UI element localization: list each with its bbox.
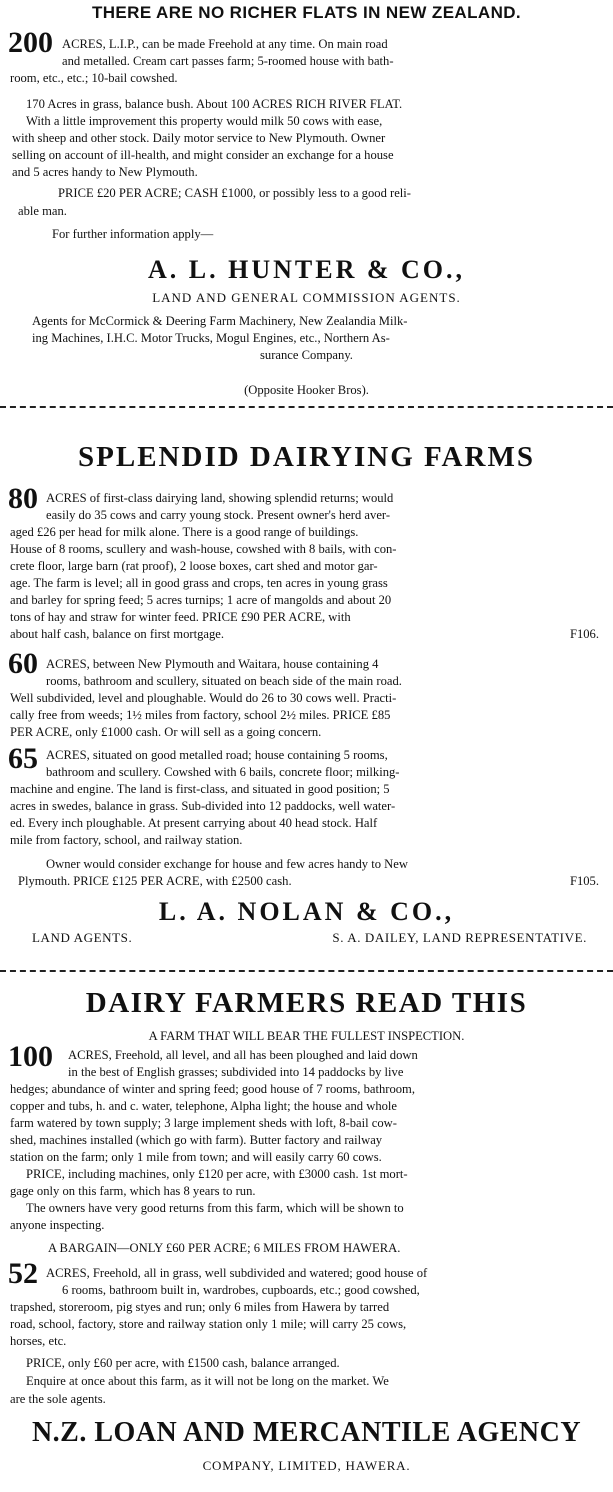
- ad2-80-reference: F106.: [569, 627, 599, 641]
- ad2-80-line: House of 8 rooms, scullery and wash-house, cowshed with 8 bails, with con-: [10, 542, 397, 556]
- ad1-agents-line: ing Machines, I.H.C. Motor Trucks, Mogul Engines, etc., Northern As-: [32, 331, 390, 345]
- ad3-100-line: The owners have very good returns from this farm, which will be shown to: [26, 1201, 404, 1215]
- ad3-bargain: A BARGAIN—ONLY £60 PER ACRE; 6 MILES FROM HAWERA.: [48, 1241, 401, 1255]
- ad2-65-line: acres in swedes, balance in grass. Sub-divided into 12 paddocks, well water-: [10, 799, 396, 813]
- ad2-80-line: easily do 35 cows and carry young stock. Present owner's herd aver-: [46, 508, 391, 522]
- ad3-52-line: road, school, factory, store and railway station only 1 mile; will carry 25 cows,: [10, 1317, 407, 1331]
- ad1-line: ACRES, L.I.P., can be made Freehold at any time. On main road: [62, 37, 388, 51]
- ad3-52-line: Enquire at once about this farm, as it will not be long on the market. We: [26, 1374, 389, 1388]
- ad2-65-line: machine and engine. The land is first-class, and situated in good position; 5: [10, 782, 390, 796]
- ad2-80-line: crete floor, large barn (rat proof), 2 loose boxes, cart shed and motor gar-: [10, 559, 378, 573]
- ad2-65-line: Owner would consider exchange for house and few acres handy to New: [46, 857, 408, 871]
- ad1-headline: THERE ARE NO RICHER FLATS IN NEW ZEALAND.: [91, 3, 522, 22]
- ad2-80-line: about half cash, balance on first mortgage.: [10, 627, 225, 641]
- ad2-60-line: cally free from weeds; 1½ miles from factory, school 2½ miles. PRICE £85: [10, 708, 391, 722]
- ad2-acre-number-65: 65: [8, 742, 38, 775]
- ad2-60-line: rooms, bathroom and scullery, situated on beach side of the main road.: [46, 674, 402, 688]
- ad1-line: With a little improvement this property would milk 50 cows with ease,: [26, 114, 383, 128]
- ad3-acre-number-100: 100: [8, 1040, 53, 1073]
- ad1-firm: A. L. HUNTER & CO.,: [147, 255, 465, 284]
- ad2-headline: SPLENDID DAIRYING FARMS: [78, 441, 535, 473]
- ad2-80-line: tons of hay and straw for winter feed. PRICE £90 PER ACRE, with: [10, 610, 351, 624]
- ad2-65-reference: F105.: [569, 874, 599, 888]
- ad1-agents-line: Agents for McCormick & Deering Farm Machinery, New Zealandia Milk-: [32, 314, 408, 328]
- ad3-52-line: trapshed, storeroom, pig styes and run; only 6 miles from Hawera by tarred: [10, 1300, 390, 1314]
- ad3-firm: N.Z. LOAN AND MERCANTILE AGENCY: [31, 1417, 582, 1448]
- ad1-line: For further information apply—: [52, 227, 214, 241]
- divider: [0, 970, 613, 972]
- ad2-60-line: Well subdivided, level and ploughable. Would do 26 to 30 cows well. Practi-: [10, 691, 397, 705]
- ad2-80-last-row: [10, 626, 599, 642]
- divider: [0, 406, 613, 408]
- ad2-60-line: ACRES, between New Plymouth and Waitara, house containing 4: [46, 657, 379, 671]
- ad2-acre-number-60: 60: [8, 647, 38, 680]
- ad2-80-line: aged £26 per head for milk alone. There is a good range of buildings.: [10, 525, 359, 539]
- ad3-52-line: PRICE, only £60 per acre, with £1500 cash, balance arranged.: [26, 1356, 340, 1370]
- ad1-firm-sub: LAND AND GENERAL COMMISSION AGENTS.: [152, 290, 461, 305]
- ad2-80-line: and barley for spring feed; 5 acres turnips; 1 acre of mangolds and about 20: [10, 593, 392, 607]
- ad2-representative: S. A. DAILEY, LAND REPRESENTATIVE.: [332, 930, 587, 945]
- ad1-line: 170 Acres in grass, balance bush. About 100 ACRES RICH RIVER FLAT.: [26, 97, 403, 111]
- ad2-65-line: Plymouth. PRICE £125 PER ACRE, with £2500 cash.: [18, 874, 292, 888]
- ad2-80-line: ACRES of first-class dairying land, showing splendid returns; would: [46, 491, 394, 505]
- ad3-52-line: 6 rooms, bathroom built in, wardrobes, cupboards, etc.; good cowshed,: [62, 1283, 420, 1297]
- ad2-sub-row: [32, 930, 587, 946]
- ad3-100-line: station on the farm; only 1 mile from town; and will easily carry 60 cows.: [10, 1150, 382, 1164]
- ad1-line: and metalled. Cream cart passes farm; 5-roomed house with bath-: [62, 54, 394, 68]
- ad1-line: with sheep and other stock. Daily motor service to New Plymouth. Owner: [12, 131, 386, 145]
- ad2-firm: L. A. NOLAN & CO.,: [158, 897, 455, 926]
- ad3-100-line: PRICE, including machines, only £120 per acre, with £3000 cash. 1st mort-: [26, 1167, 408, 1181]
- ad2-80-line: age. The farm is level; all in good grass and crops, ten acres in young grass: [10, 576, 388, 590]
- ad3-100-line: anyone inspecting.: [10, 1218, 105, 1232]
- ad3-52-line: horses, etc.: [10, 1334, 67, 1348]
- ad2-acre-number-80: 80: [8, 482, 38, 515]
- ad3-acre-number-52: 52: [8, 1257, 38, 1290]
- ad2-65-line: ACRES, situated on good metalled road; house containing 5 rooms,: [46, 748, 388, 762]
- ad3-subheading: A FARM THAT WILL BEAR THE FULLEST INSPECTION.: [148, 1029, 465, 1043]
- ad3-100-line: copper and tubs, h. and c. water, telephone, Alpha light; the house and whole: [10, 1099, 397, 1113]
- ad1-line: PRICE £20 PER ACRE; CASH £1000, or possibly less to a good reli-: [58, 186, 411, 200]
- ad3-100-line: shed, machines installed (which go with farm). Butter factory and railway: [10, 1133, 383, 1147]
- ad1-line: and 5 acres handy to New Plymouth.: [12, 165, 198, 179]
- ad3-100-line: ACRES, Freehold, all level, and all has been ploughed and laid down: [68, 1048, 418, 1062]
- ad3-100-line: hedges; abundance of winter and spring feed; good house of 7 rooms, bathroom,: [10, 1082, 415, 1096]
- ad3-firm-sub: COMPANY, LIMITED, HAWERA.: [202, 1458, 411, 1473]
- ad3-52-line: ACRES, Freehold, all in grass, well subdivided and watered; good house of: [46, 1266, 428, 1280]
- ad1-line: room, etc., etc.; 10-bail cowshed.: [10, 71, 178, 85]
- ad3-100-line: farm watered by town supply; 3 large implement sheds with loft, 8-bail cow-: [10, 1116, 397, 1130]
- ad3-100-line: in the best of English grasses; subdivided into 14 paddocks by live: [68, 1065, 404, 1079]
- ad2-65-line: ed. Every inch ploughable. At present carrying about 40 head stock. Half: [10, 816, 378, 830]
- ad1-line: able man.: [18, 204, 67, 218]
- ad3-headline: DAIRY FARMERS READ THIS: [85, 987, 528, 1019]
- ad2-65-line: bathroom and scullery. Cowshed with 6 bails, concrete floor; milking-: [46, 765, 400, 779]
- ad3-100-line: gage only on this farm, which has 8 years to run.: [10, 1184, 256, 1198]
- ad3-52-line: are the sole agents.: [10, 1392, 106, 1406]
- ad1-opposite: (Opposite Hooker Bros).: [244, 383, 369, 397]
- ad1-acre-number: 200: [8, 26, 53, 59]
- ad2-65-last-row: [18, 873, 599, 889]
- ad1-agents-line: surance Company.: [260, 348, 353, 362]
- ad2-60-line: PER ACRE, only £1000 cash. Or will sell as a going concern.: [10, 725, 322, 739]
- ad2-land-agents: LAND AGENTS.: [32, 930, 133, 945]
- ad1-line: selling on account of ill-health, and might consider an exchange for a house: [12, 148, 394, 162]
- ad2-65-line: mile from factory, school, and railway station.: [10, 833, 243, 847]
